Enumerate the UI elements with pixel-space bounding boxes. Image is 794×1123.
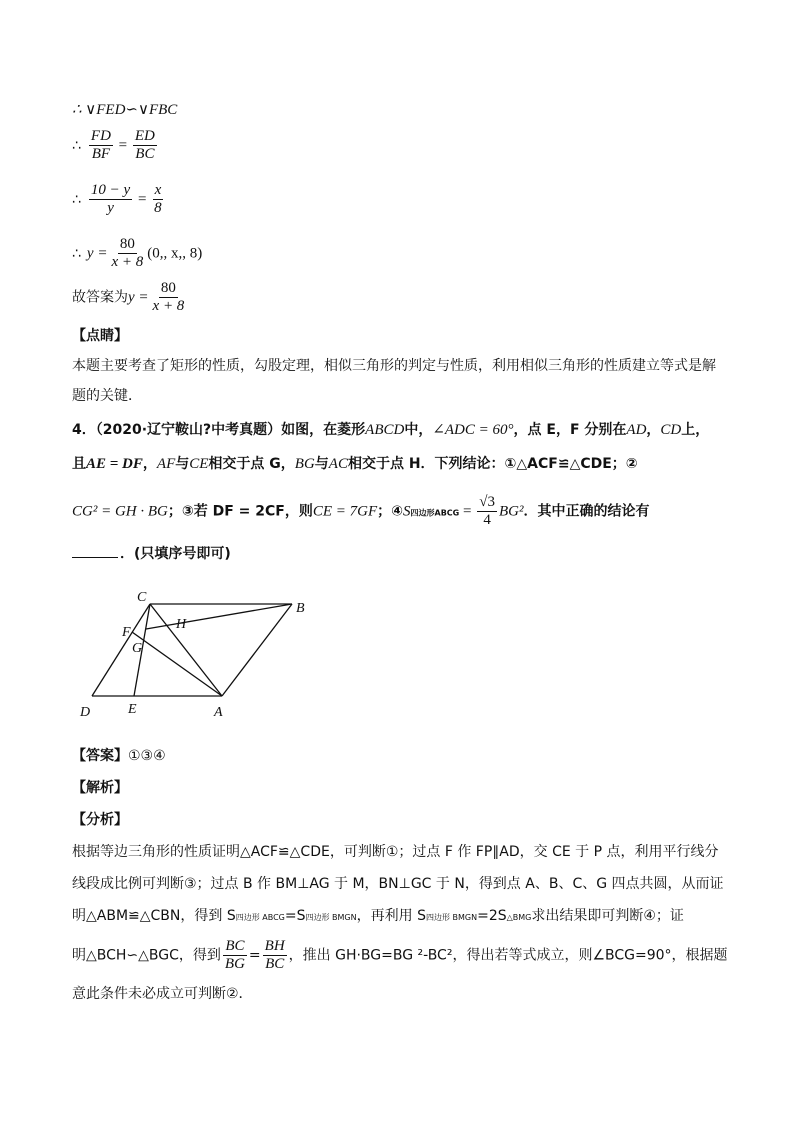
label-H: H: [176, 617, 187, 632]
ratio-line-2: ∴ $\frac{10 - y}{y}$ = $\frac{x}{8}$: [72, 182, 162, 216]
answer-expression-line: 故答案为y = $\frac{80}{x + 8}$: [72, 280, 185, 314]
label-G: G: [132, 641, 143, 656]
analysis-line-3: 明△ABM≌△CBN，得到 S四边形 ABCG=S四边形 BMGN，再利用 S四边形 BMGN=2S△BMG求出结果即可判断④；证: [72, 908, 684, 924]
side-ba: [222, 604, 292, 696]
label-E: E: [128, 702, 137, 717]
analysis-line-2: 线段成比例可判断③；过点 B 作 BM⊥AG 于 M，BN⊥GC 于 N，得到点 A、B、C、G 四点共圆，从而证: [72, 876, 724, 892]
label-F: F: [122, 625, 131, 640]
y-expression-line: ∴ y = $\frac{80}{x + 8}$ (0,, x,, 8): [72, 236, 203, 270]
fraction-ed-bc: $\frac{ED}{BC}$: [134, 128, 155, 162]
label-A: A: [214, 705, 223, 720]
analysis-heading: 【解析】: [72, 780, 128, 796]
ratio-line-1: ∴ $\frac{FD}{BF}$ = $\frac{ED}{BC}$: [72, 128, 155, 162]
answer-blank[interactable]: [72, 557, 118, 558]
comment-line-1: 本题主要考查了矩形的性质，勾股定理，相似三角形的判定与性质，利用相似三角形的性质建立等式是解: [72, 358, 716, 374]
fenxi-heading: 【分析】: [72, 812, 128, 828]
answer-line: 【答案】①③④: [72, 748, 166, 764]
analysis-line-5: 意此条件未必成立可判断②．: [72, 986, 253, 1002]
segment-bg: [146, 604, 292, 629]
segment-af: [132, 632, 222, 696]
fraction-bc-bg: $\frac{BC}{BG}$: [224, 938, 245, 972]
problem-line-4: ．(只填序号即可): [72, 544, 231, 564]
fraction-80-x8: $\frac{80}{x + 8}$: [111, 236, 144, 270]
problem-line-3: CG² = GH · BG；③若 DF = 2CF，则CE = 7GF；④S四边形ABCG = $\frac{√3}{4}$ BG²．其中正确的结论有: [72, 494, 650, 528]
fraction-80-x8-answer: $\frac{80}{x + 8}$: [152, 280, 185, 314]
analysis-line-4: 明△BCH∽△BGC，得到 $\frac{BC}{BG}$ = $\frac{BH}{BC}$ ，推出 GH·BG=BG ²-BC²，得出若等式成立，则∠BCG=90°，根据题: [72, 938, 728, 972]
label-C: C: [137, 590, 147, 605]
problem-line-1: 4．（2020·辽宁鞍山?中考真题）如图，在菱形ABCD中，∠ADC = 60°，点 E，F 分别在AD，CD上，: [72, 422, 710, 438]
problem-line-2: 且AE = DF，AF与CE相交于点 G，BG与AC相交于点 H．下列结论：①△ACF≌△CDE；②: [72, 456, 638, 472]
comment-line-2: 题的关键．: [72, 388, 142, 404]
fraction-bh-bc: $\frac{BH}{BC}$: [264, 938, 285, 972]
fraction-10-minus-y: $\frac{10 - y}{y}$: [90, 182, 131, 216]
fraction-x-8: $\frac{x}{8}$: [154, 182, 162, 216]
fraction-fd-bf: $\frac{FD}{BF}$: [90, 128, 111, 162]
analysis-line-1: 根据等边三角形的性质证明△ACF≌△CDE，可判断①；过点 F 作 FP∥AD，交 CE 于 P 点，利用平行线分: [72, 844, 719, 860]
label-B: B: [296, 601, 305, 616]
label-D: D: [80, 705, 91, 720]
fraction-sqrt3-4: $\frac{√3}{4}$: [479, 494, 495, 528]
comment-heading: 【点睛】: [72, 328, 128, 344]
rhombus-figure: [72, 585, 322, 725]
similar-triangles-line: ∴ ∨FED∽∨FBC: [72, 102, 178, 118]
